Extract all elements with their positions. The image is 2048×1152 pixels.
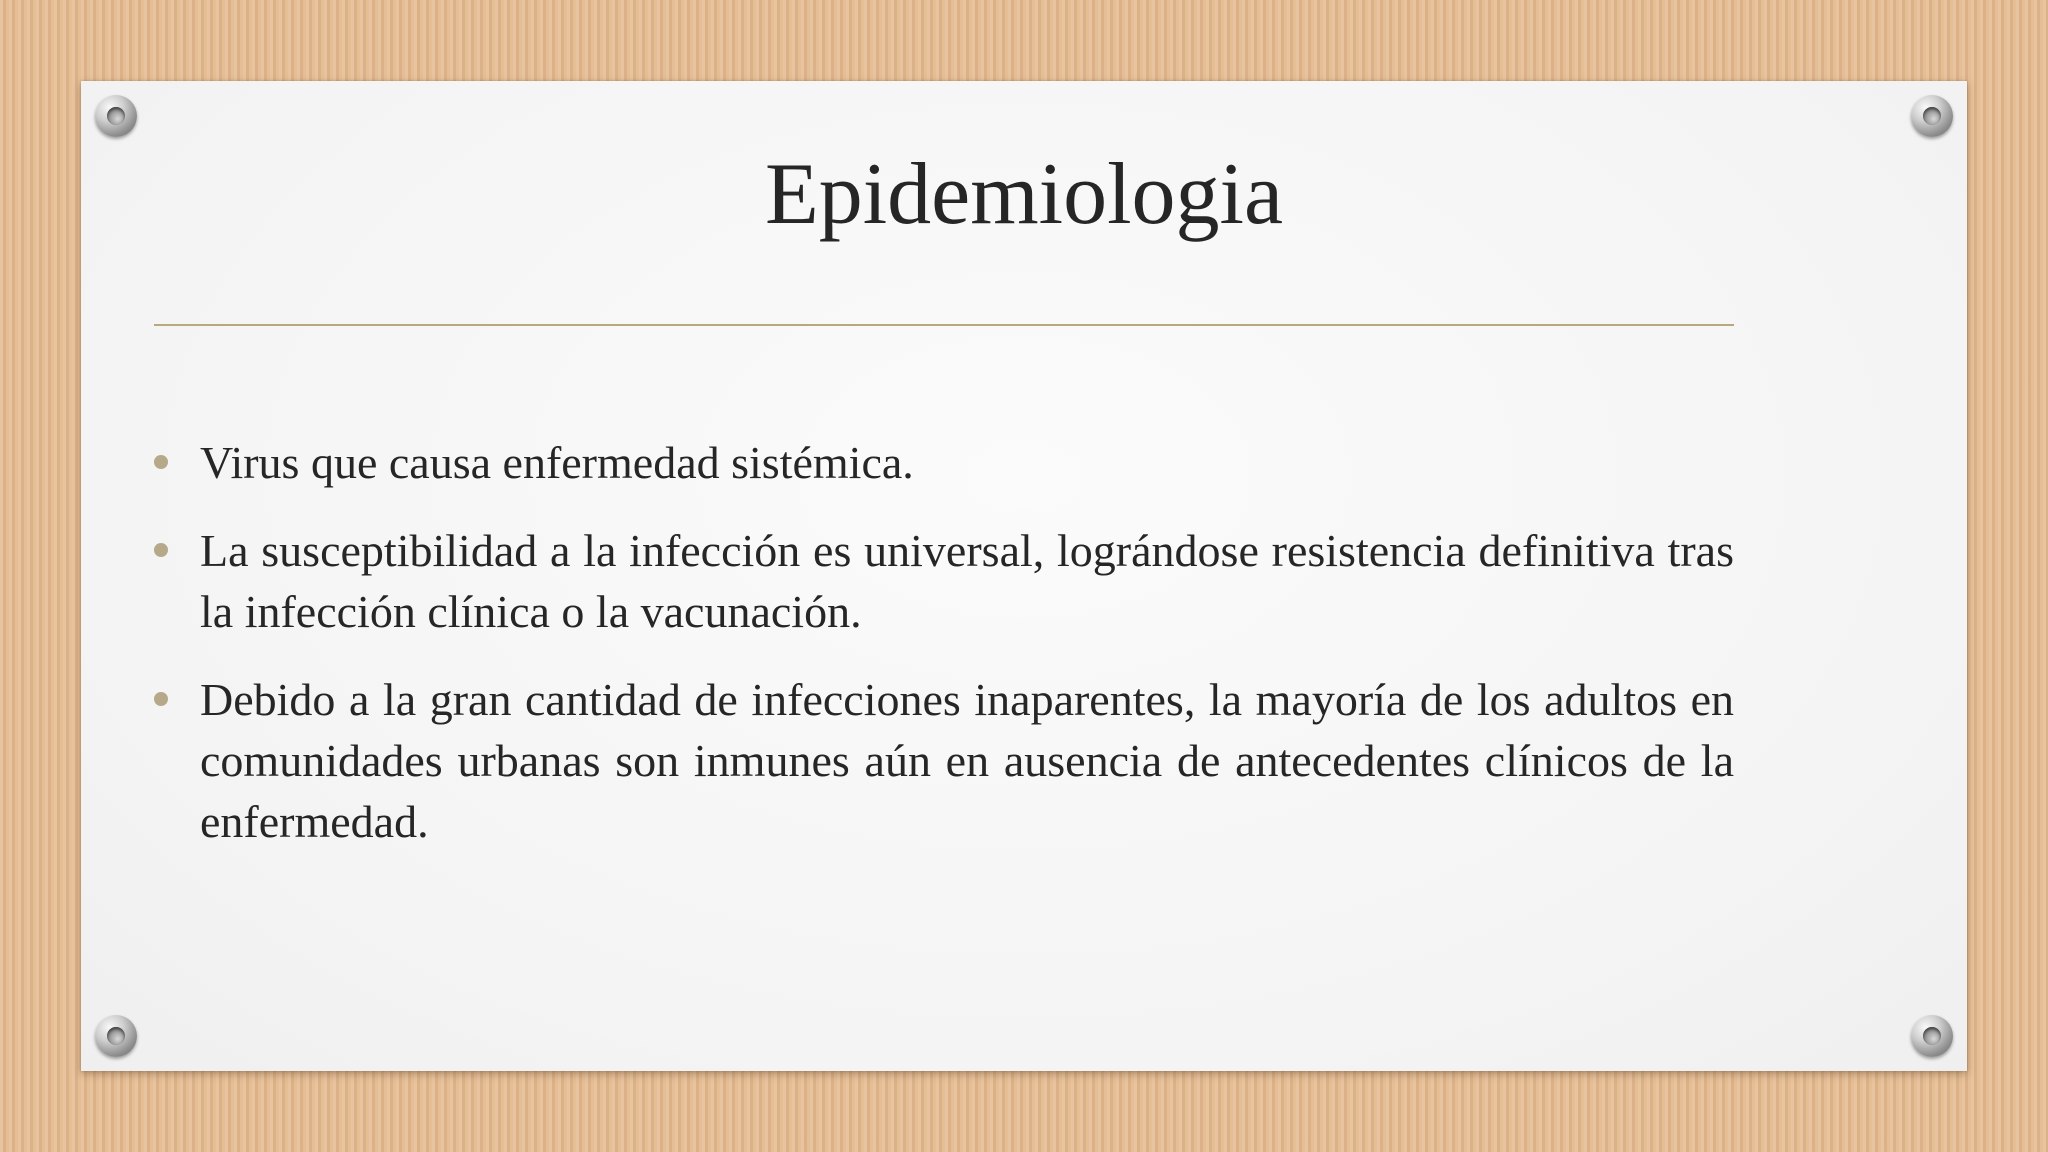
bullet-icon [154,455,168,469]
bullet-text: La susceptibilidad a la infección es universal, lográndose resistencia definitiva tras la infección clínica o la vacunación. [200,525,1734,637]
grommet-icon [1911,95,1953,137]
grommet-icon [1911,1015,1953,1057]
bullet-item [154,432,1734,493]
bullet-item [154,669,1734,852]
bullet-icon [154,692,168,706]
title-divider [154,324,1734,326]
bullet-text: Debido a la gran cantidad de infecciones inaparentes, la mayoría de los adultos en comunidades urbanas son inmunes aún en ausencia de antecedentes clínicos de la enfermedad. [200,674,1734,847]
bullet-icon [154,543,168,557]
bullet-item [154,520,1734,642]
bullet-list [154,432,1734,879]
grommet-icon [95,1015,137,1057]
bullet-text: Virus que causa enfermedad sistémica. [200,437,914,488]
grommet-icon [95,95,137,137]
slide-title: Epidemiologia [764,146,1284,243]
